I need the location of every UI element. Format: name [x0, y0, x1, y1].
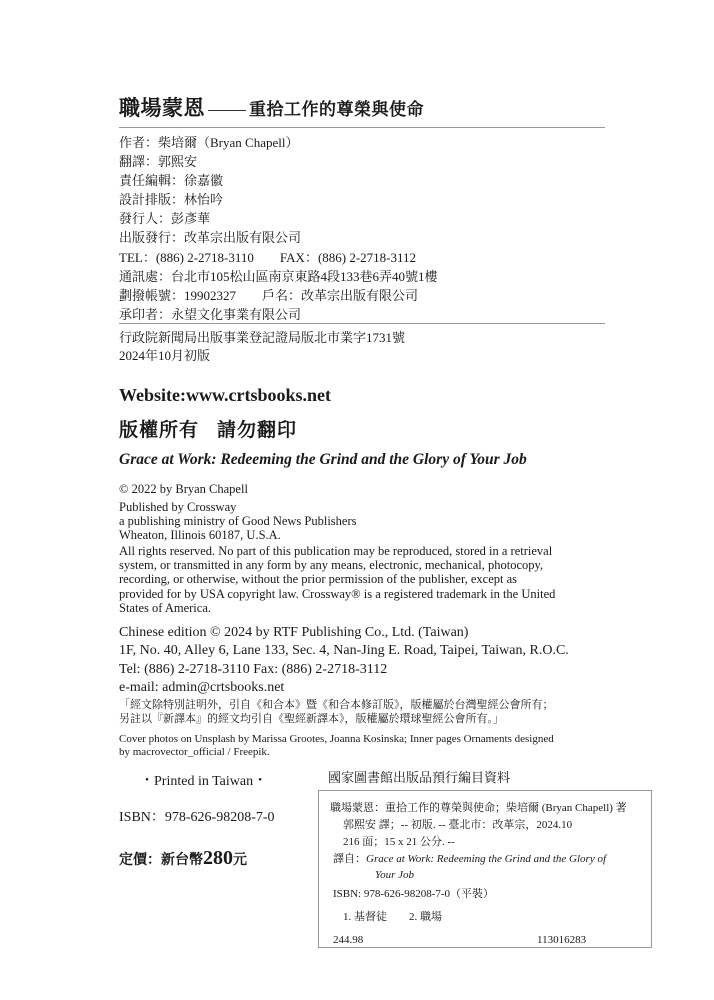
credit-publisher: 出版發行：改革宗出版有限公司 — [119, 230, 302, 246]
credit-editor: 責任編輯：徐嘉徽 — [119, 173, 224, 189]
chinese-edition-copyright: Chinese edition © 2024 by RTF Publishing Co., Ltd. (Taiwan) — [119, 625, 469, 640]
original-title: Grace at Work: Redeeming the Grind and the Glory of Your Job — [119, 451, 527, 468]
rights-reserved — [119, 415, 297, 442]
isbn: ISBN：978-626-98208-7-0 — [119, 810, 275, 825]
credit-translator: 翻譯：郭熙安 — [119, 154, 198, 170]
price-unit: 元 — [233, 853, 247, 868]
cip-heading: 國家圖書館出版品預行編目資料 — [328, 770, 511, 785]
legal-line: recording, or otherwise, without the prior permission of the publisher, except as — [119, 572, 518, 587]
scripture-notice — [119, 698, 554, 726]
cover-credit — [119, 733, 554, 759]
rights-part-1: 版權所有 — [119, 420, 200, 441]
cip-subjects: 1. 基督徒 2. 職場 — [343, 911, 442, 923]
credit-phone-fax: TEL：(886) 2-2718-3110 FAX：(886) 2-2718-3112 — [119, 249, 417, 265]
legal-line: provided for by USA copyright law. Crossway® is a registered trademark in the United — [119, 586, 556, 601]
legal-line: States of America. — [119, 600, 211, 615]
cip-translated-title-cont: Your Job — [375, 869, 415, 881]
cip-box — [318, 790, 652, 948]
original-copyright: © 2022 by Bryan Chapell — [119, 482, 248, 496]
scripture-notice-line: 另註以『新譯本』的經文均引自《聖經新譯本》，版權屬於環球聖經公會所有。」 — [119, 713, 504, 725]
rights-statement — [119, 544, 597, 615]
scripture-notice-line: 「經文除特別註明外，引自《和合本》暨《和合本修訂版》，版權屬於台灣聖經公會所有； — [119, 699, 554, 711]
cip-record-number: 113016283 — [537, 934, 587, 946]
cip-classification: 244.98 — [333, 934, 364, 946]
title-dash — [208, 110, 246, 111]
legal-line: system, or transmitted in any form by any means, electronic, mechanical, photocopy, — [119, 558, 544, 573]
legal-line: All rights reserved. No part of this publication may be reproduced, stored in a retrieval — [119, 544, 553, 558]
price-label: 定價：新台幣 — [119, 853, 203, 868]
registration-license: 行政院新聞局出版事業登記證局版北市業字1731號 — [119, 330, 406, 345]
price-amount: 280 — [203, 847, 233, 869]
divider-middle — [119, 323, 605, 324]
credit-issuer: 發行人：彭彥華 — [119, 211, 211, 227]
credit-printer: 承印者：永望文化事業有限公司 — [119, 306, 302, 322]
credits-list — [119, 133, 438, 324]
cip-isbn: ISBN: 978-626-98208-7-0（平裝） — [333, 888, 495, 900]
price — [119, 847, 247, 870]
cip-title-line: 職場蒙恩：重拾工作的尊榮與使命；柴培爾 (Bryan Chapell) 著 — [330, 802, 627, 814]
book-title-main: 職場蒙恩 — [119, 96, 205, 120]
credit-address: 通訊處：台北市105松山區南京東路4段133巷6弄40號1樓 — [119, 268, 438, 284]
cip-translated-from — [333, 852, 606, 866]
publisher-line: Wheaton, Illinois 60187, U.S.A. — [119, 528, 281, 542]
credit-postal-account: 劃撥帳號：19902327 戶名：改革宗出版有限公司 — [119, 287, 419, 303]
publisher-line: Published by Crossway — [119, 500, 237, 514]
original-publisher — [119, 500, 357, 542]
registration — [119, 329, 405, 365]
chinese-edition-phone: Tel: (886) 2-2718-3110 Fax: (886) 2-2718-3112 — [119, 661, 388, 677]
divider-top — [119, 127, 605, 128]
registration-edition: 2024年10月初版 — [119, 348, 211, 363]
credit-author: 作者：柴培爾（Bryan Chapell） — [119, 135, 299, 150]
chinese-edition-email[interactable]: e-mail: admin@crtsbooks.net — [119, 680, 285, 696]
cip-publication-line: 郭熙安 譯；-- 初版. -- 臺北市：改革宗，2024.10 — [343, 819, 573, 831]
website-link[interactable]: Website:www.crtsbooks.net — [119, 385, 331, 405]
printed-in: ・Printed in Taiwan・ — [140, 774, 268, 789]
cip-translated-title: Grace at Work: Redeeming the Grind and the Glory of — [366, 853, 607, 865]
publisher-line: a publishing ministry of Good News Publishers — [119, 514, 357, 528]
book-subtitle: 重拾工作的尊榮與使命 — [249, 100, 424, 119]
credit-designer: 設計排版：林怡吟 — [119, 192, 224, 208]
chinese-edition-address: 1F, No. 40, Alley 6, Lane 133, Sec. 4, Nan-Jing E. Road, Taipei, Taiwan, R.O.C. — [119, 643, 569, 659]
cip-pages-line: 216 面；15 x 21 公分. -- — [343, 836, 455, 848]
cip-translated-label: 譯自： — [333, 853, 366, 865]
rights-part-2: 請勿翻印 — [217, 420, 298, 441]
cover-credit-line: by macrovector_official / Freepik. — [119, 746, 270, 758]
cover-credit-line: Cover photos on Unsplash by Marissa Grootes, Joanna Kosinska; Inner pages Ornaments designed — [119, 733, 554, 745]
chinese-edition — [119, 624, 569, 698]
book-title — [119, 92, 424, 122]
